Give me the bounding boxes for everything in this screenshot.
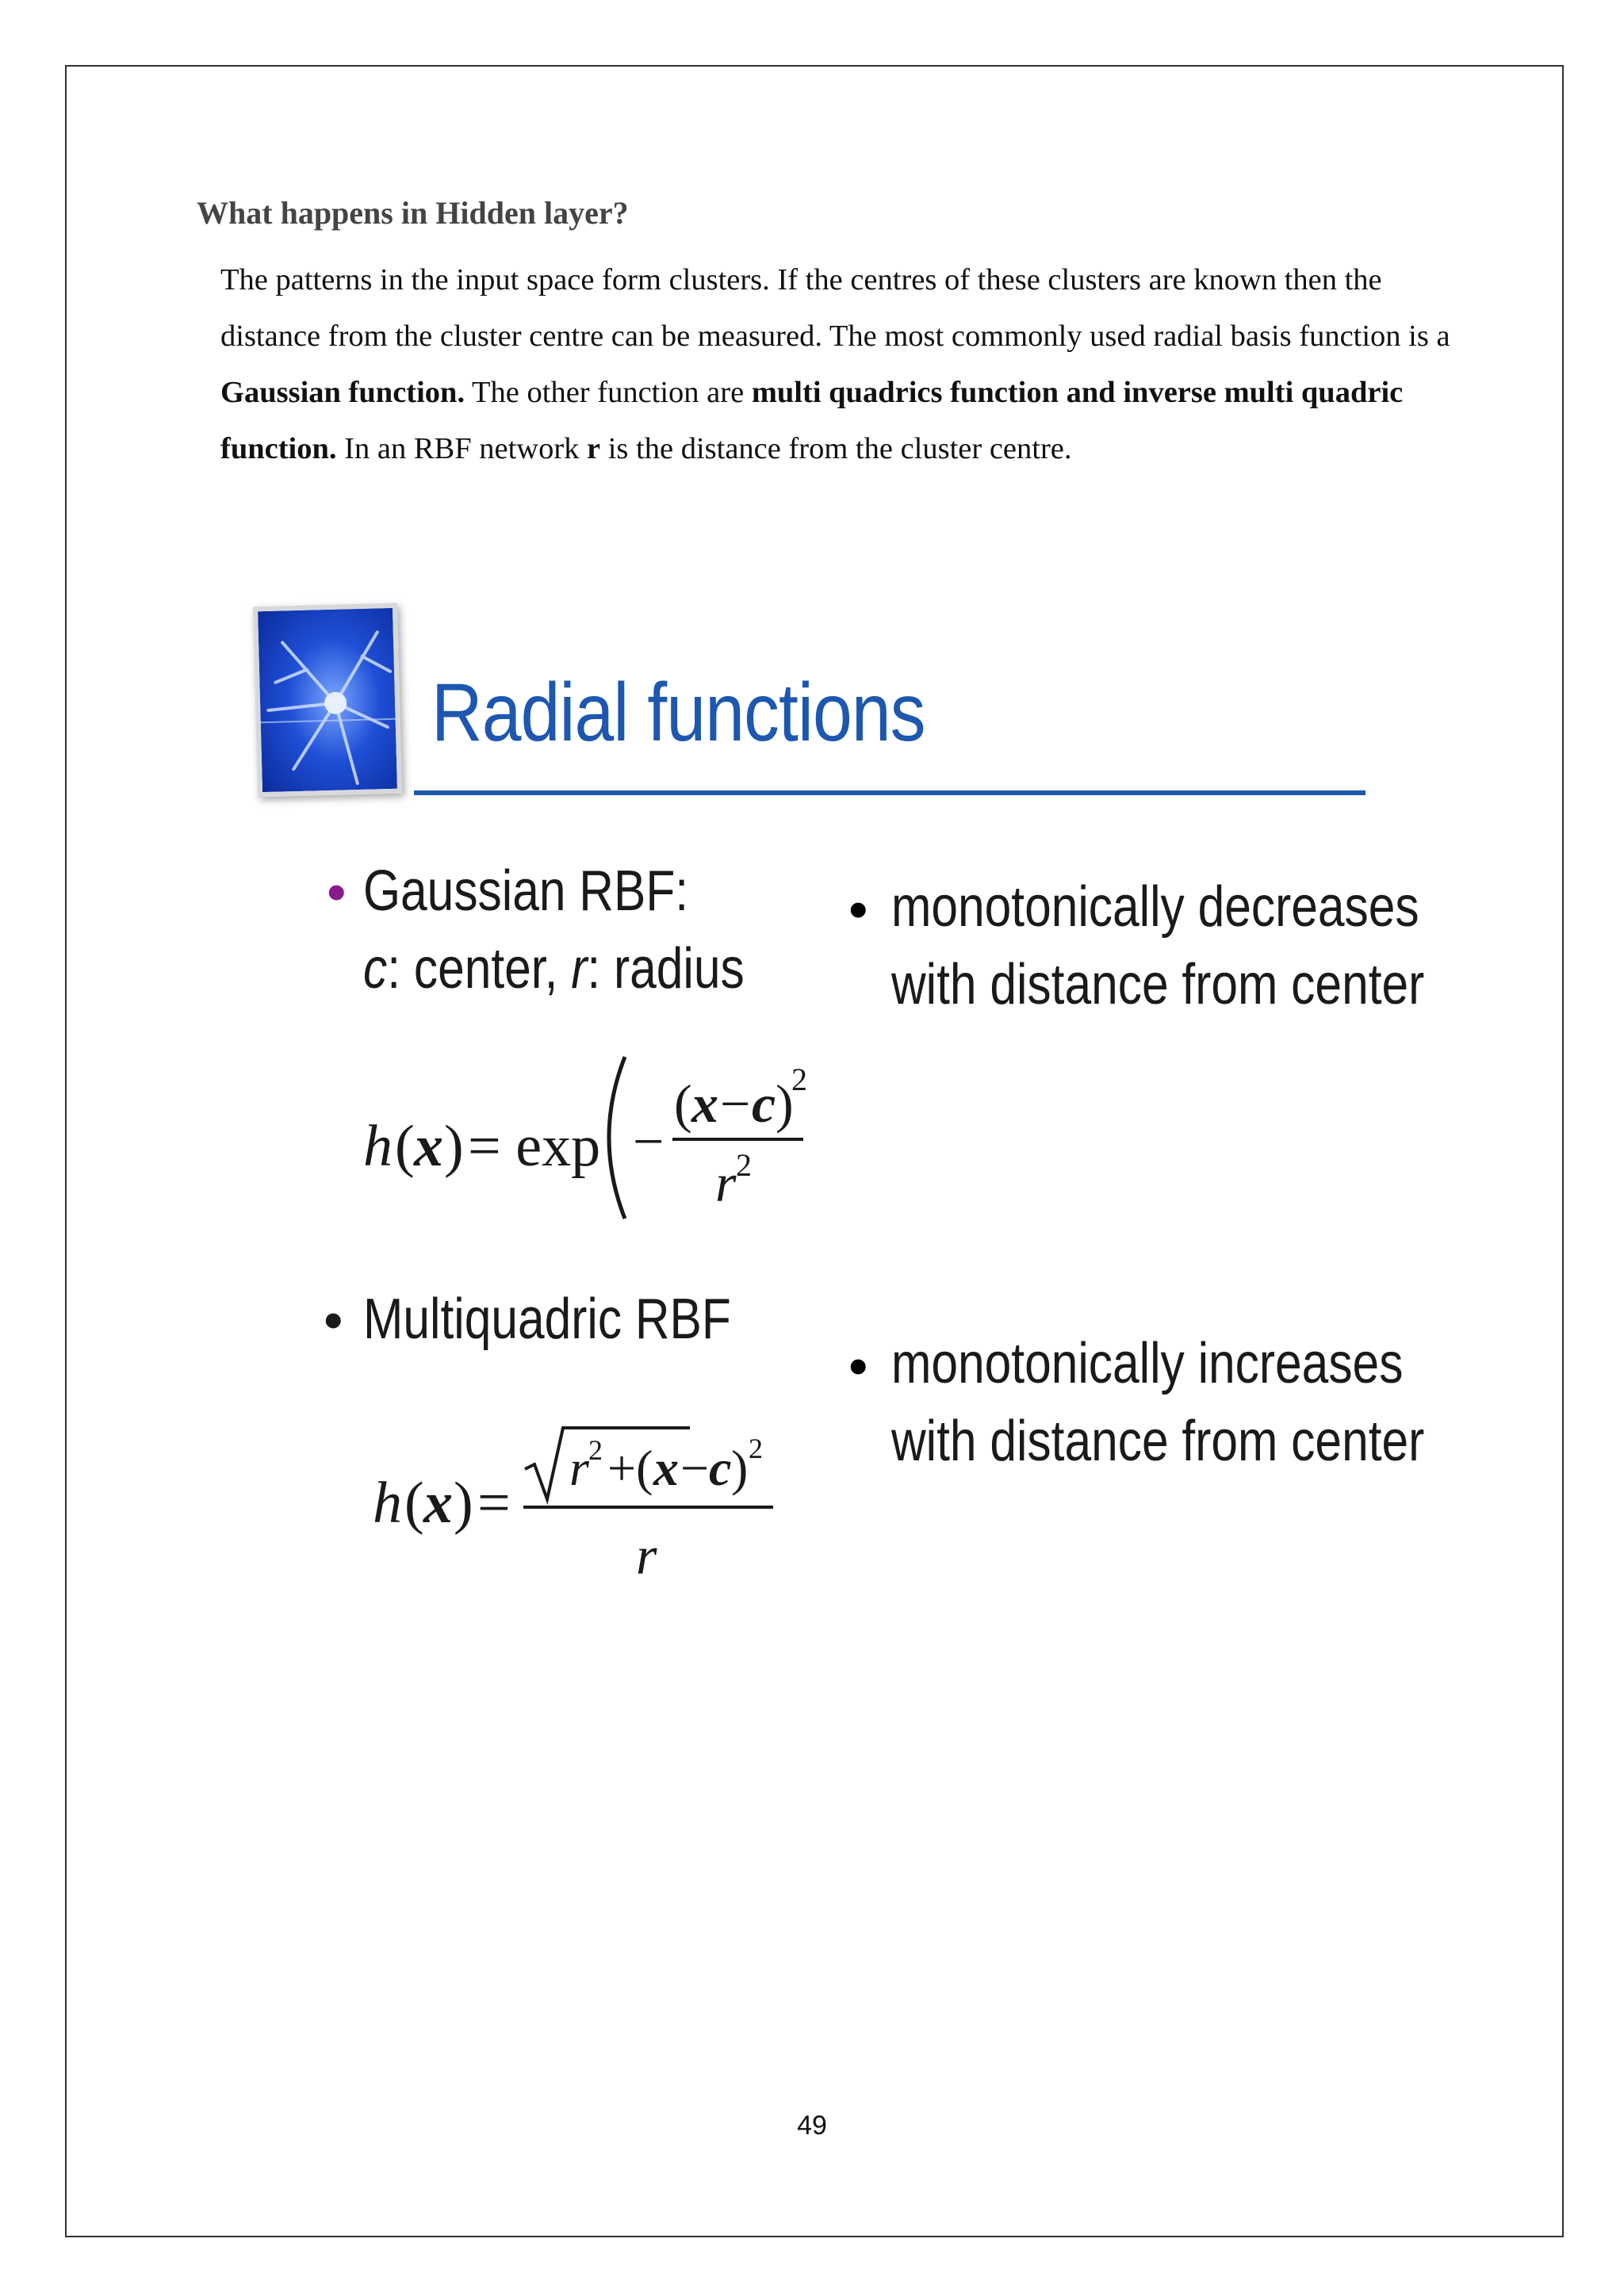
bullet-multiquadric-line1: Multiquadric RBF — [363, 1288, 731, 1351]
bullet-decreases-line2: with distance from center — [891, 953, 1425, 1016]
svg-text:r: r — [569, 1440, 589, 1496]
neuron-image-icon — [253, 603, 402, 798]
gaussian-formula — [363, 1043, 807, 1237]
svg-text:−: − — [633, 1112, 665, 1173]
multiquadric-formula — [373, 1423, 785, 1609]
bullet-decreases-line1: monotonically decreases — [891, 875, 1419, 939]
svg-text:+(: +( — [607, 1440, 653, 1496]
bullet-dot-gaussian: • — [327, 861, 347, 923]
svg-text:(: ( — [404, 1471, 424, 1536]
bullet-gaussian-line2: c: center, r: radius — [363, 937, 745, 1001]
paragraph-text-2: The other function are — [465, 376, 752, 409]
section-heading: What happens in Hidden layer? — [197, 195, 629, 231]
page-number: 49 — [797, 2110, 827, 2141]
svg-text:=: = — [477, 1471, 511, 1536]
bullet-increases-line1: monotonically increases — [891, 1332, 1404, 1395]
svg-text:): ) — [776, 1073, 794, 1134]
paragraph-text-3: In an RBF network — [336, 432, 588, 465]
svg-text:h: h — [373, 1471, 402, 1536]
svg-text:): ) — [454, 1471, 473, 1536]
slide-title: Radial functions — [431, 667, 925, 759]
paragraph-bold-multiquadric: multi quadrics function and inverse multi quadric function. — [220, 376, 1404, 465]
bullet-dot-decreases: • — [848, 878, 868, 940]
svg-text:−: − — [680, 1440, 710, 1496]
svg-text:c: c — [709, 1440, 732, 1496]
paragraph-text-4: is the distance from the cluster centre. — [600, 432, 1072, 465]
svg-text:x: x — [423, 1471, 453, 1536]
body-paragraph — [220, 252, 1457, 477]
svg-text:= exp: = exp — [468, 1114, 601, 1179]
svg-text:2: 2 — [588, 1434, 603, 1466]
radial-functions-slide — [238, 591, 1427, 1629]
svg-text:x: x — [414, 1114, 443, 1179]
svg-text:h: h — [363, 1114, 393, 1179]
paragraph-bold-gaussian: Gaussian function. — [220, 376, 465, 409]
bullet-gaussian-line1: Gaussian RBF: — [363, 859, 689, 923]
svg-text:): ) — [444, 1114, 464, 1179]
paragraph-text-1: The patterns in the input space form clusters. If the centres of these clusters are known then the distance from the cluster centre can be measured. The most commonly used radial basis function is a — [220, 263, 1450, 353]
svg-text:c: c — [752, 1073, 776, 1134]
paragraph-bold-r: r — [587, 432, 601, 465]
svg-text:): ) — [731, 1440, 749, 1496]
svg-text:(: ( — [674, 1073, 692, 1134]
svg-text:−: − — [720, 1073, 751, 1134]
svg-text:x: x — [691, 1073, 718, 1134]
svg-text:2: 2 — [791, 1062, 807, 1097]
svg-text:2: 2 — [749, 1433, 763, 1464]
title-underline — [414, 790, 1365, 795]
svg-text:x: x — [653, 1440, 679, 1496]
bullet-increases-line2: with distance from center — [891, 1410, 1425, 1473]
svg-text:r: r — [715, 1153, 737, 1213]
svg-text:2: 2 — [736, 1147, 752, 1183]
bullet-dot-multiquadric: • — [324, 1289, 343, 1351]
svg-text:r: r — [636, 1525, 657, 1586]
bullet-dot-increases: • — [848, 1335, 868, 1397]
svg-text:(: ( — [395, 1114, 415, 1179]
